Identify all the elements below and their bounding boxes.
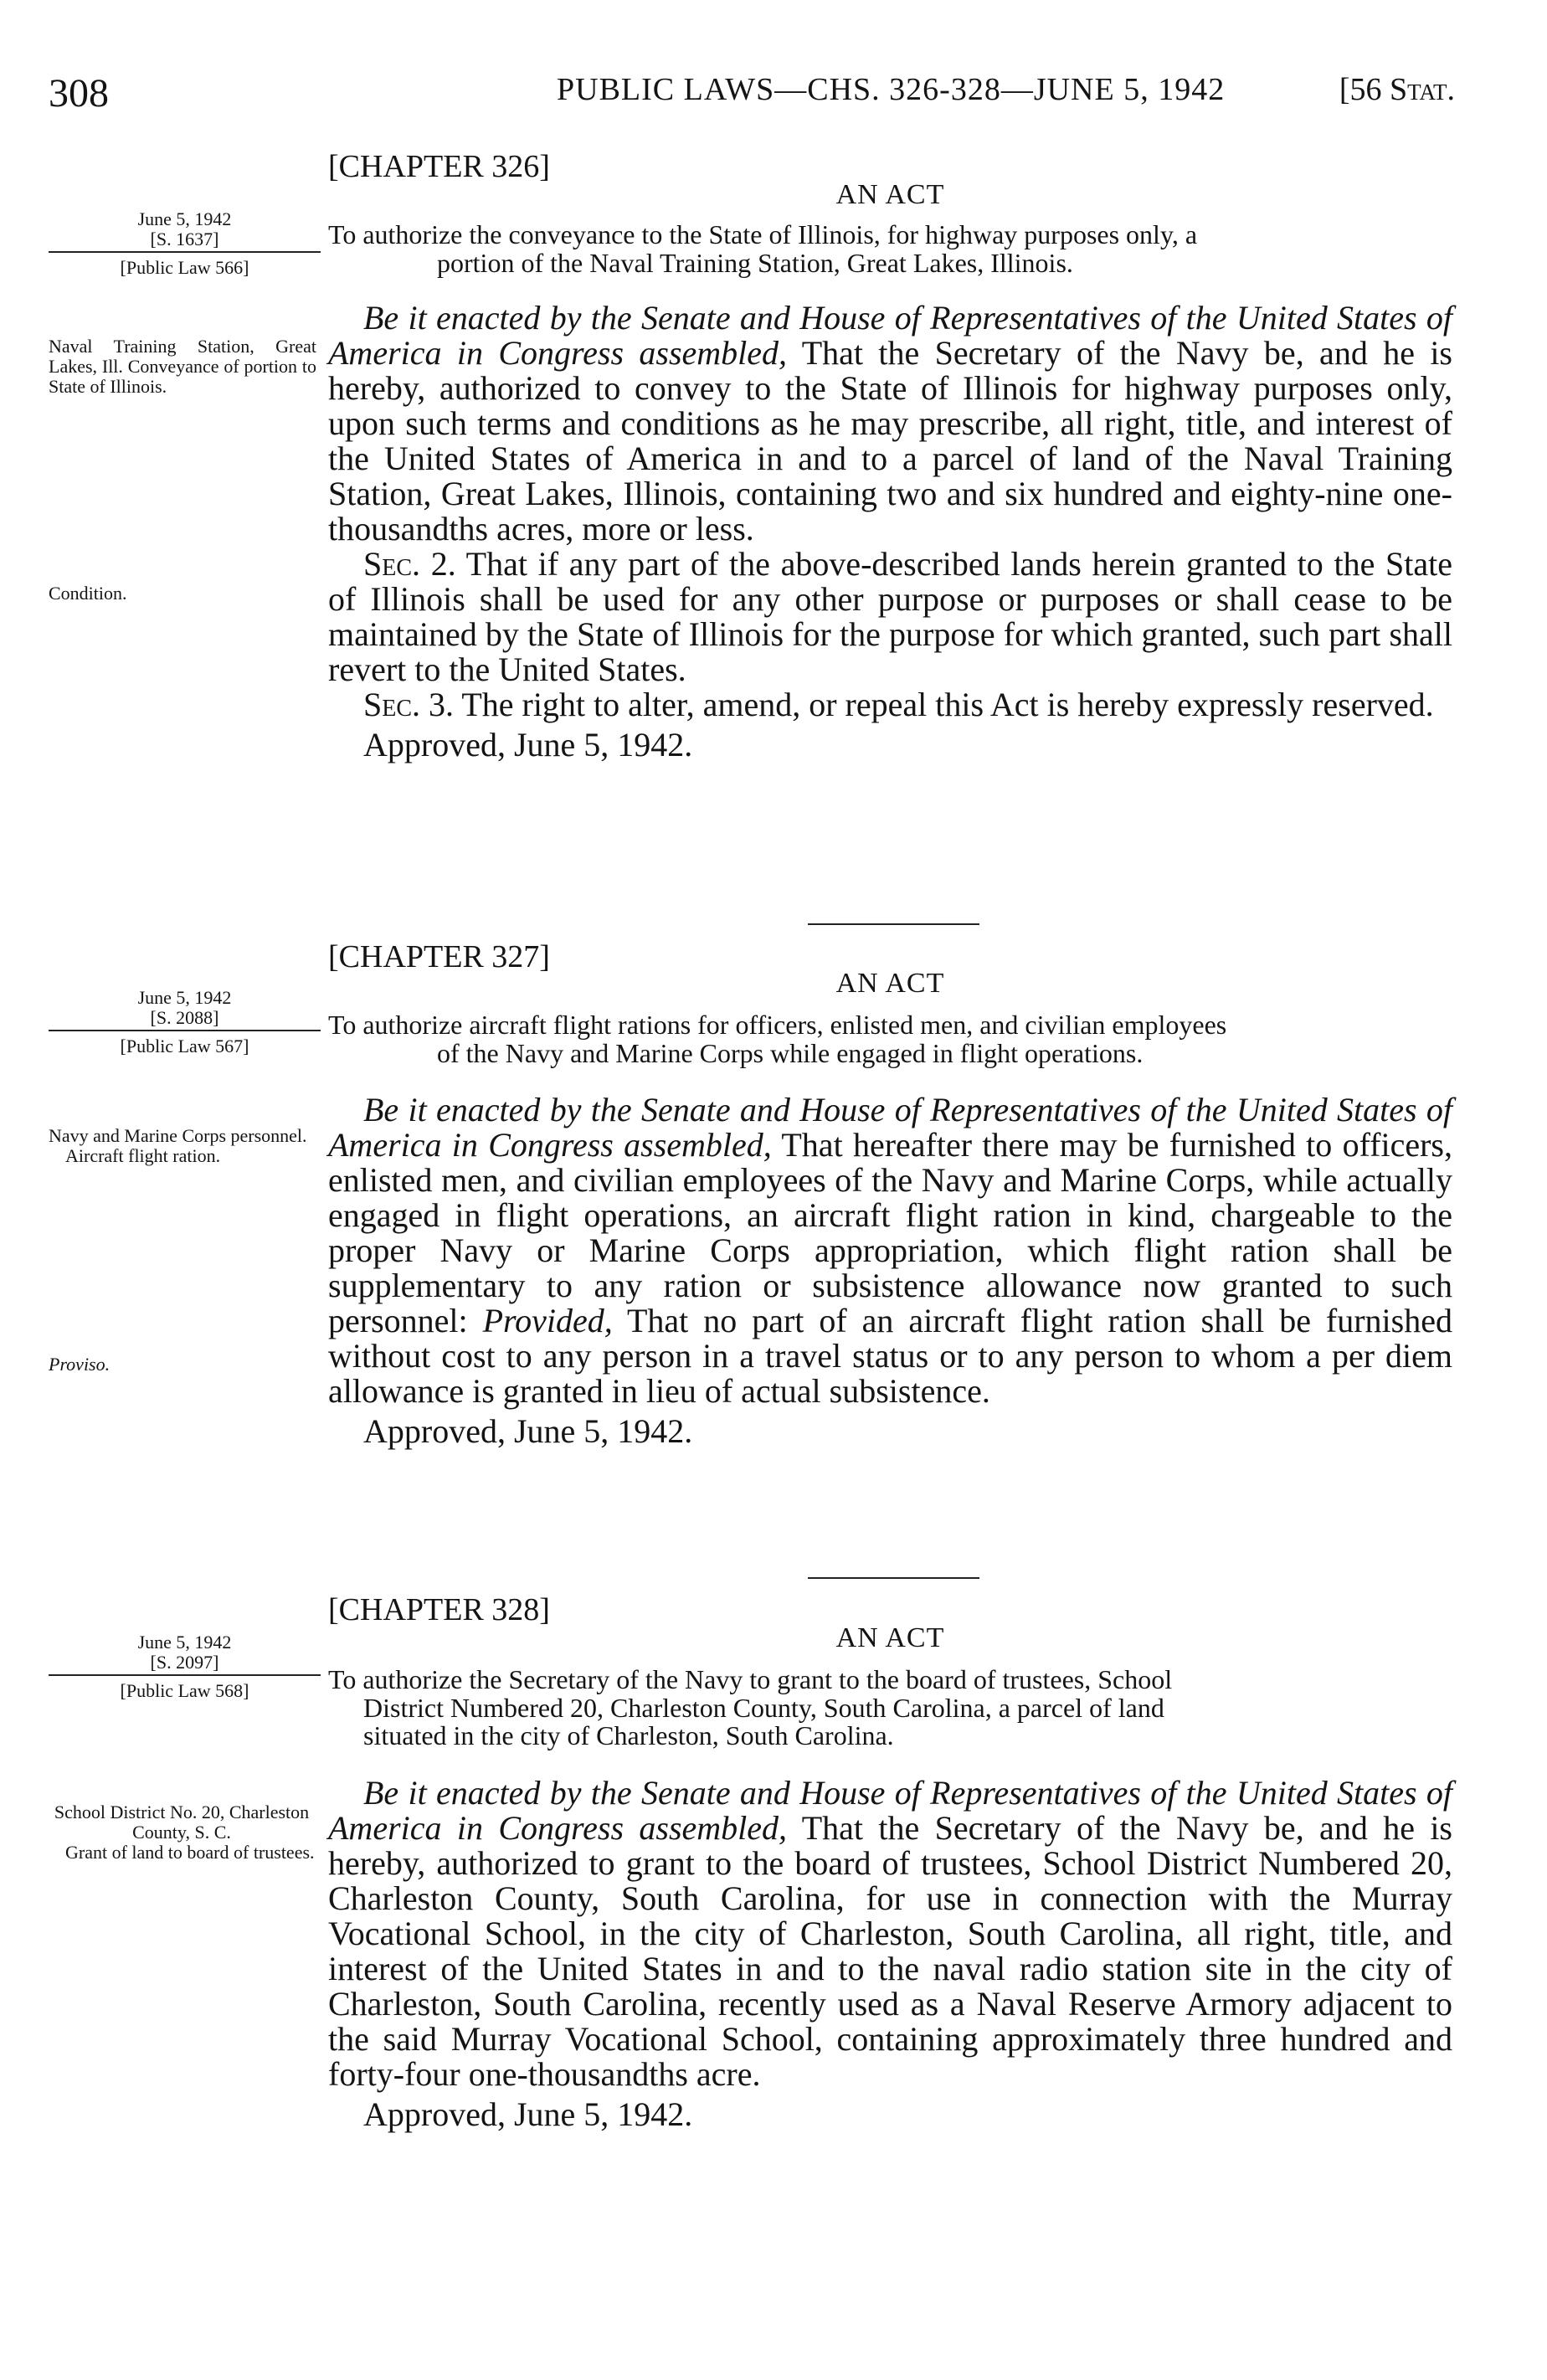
section-label: Sec. 2. [363, 545, 456, 583]
purpose-line: situated in the city of Charleston, South Carolina. [363, 1720, 894, 1751]
section-text: The right to alter, amend, or repeal this Act is hereby expressly reserved. [461, 686, 1434, 724]
purpose-line: portion of the Naval Training Station, Great Lakes, Illinois. [437, 247, 1073, 278]
margin-date: June 5, 1942 [137, 1632, 232, 1653]
section-label: Sec. 3. [363, 686, 455, 724]
margin-note: Grant of land to board of trustees. [65, 1842, 315, 1863]
section-1 [328, 301, 1452, 547]
margin-note-326: Naval Training Station, Great Lakes, Ill. Conveyance of portion to State of Illinois. [49, 336, 316, 398]
purpose-line: District Numbered 20, Charleston County, South Carolina, a parcel of land [363, 1692, 1164, 1723]
section-3 [328, 687, 1452, 722]
purpose-line: To authorize the Secretary of the Navy to grant to the board of trustees, School [328, 1664, 1173, 1694]
margin-bill-number: [S. 2097] [150, 1651, 219, 1673]
act-purpose [328, 1011, 1452, 1067]
margin-note-condition: Condition. [49, 583, 127, 604]
margin-note: Navy and Marine Corps personnel. [49, 1125, 307, 1146]
act-body [328, 1092, 1452, 1409]
chapter-heading: [CHAPTER 328] [328, 1592, 550, 1627]
section-text: That if any part of the above-described lands herein granted to the State of Illinois shall be used for any other purpose or purposes or shall cease to be maintained by the State of Illinois for the purpose for which granted, such part shall revert to the United States. [328, 545, 1452, 689]
margin-bill-number: [S. 1637] [150, 228, 219, 249]
section-1 [328, 1092, 1452, 1409]
margin-note-327 [49, 1126, 321, 1166]
enacting-clause: Be it enacted by the Senate and House of Representatives of the United States of America in Congress assembled, [328, 299, 1452, 373]
chapter-328 [328, 1594, 1452, 2132]
page-number: 308 [49, 71, 109, 116]
an-act-heading: AN ACT [835, 968, 945, 999]
an-act-heading: AN ACT [835, 1622, 945, 1653]
margin-note-328 [49, 1802, 315, 1863]
purpose-line: of the Navy and Marine Corps while engaged in flight operations. [437, 1037, 1144, 1068]
act-body [328, 301, 1452, 722]
act-body [328, 1773, 1452, 2093]
chapter-divider [808, 923, 979, 925]
approval-line: Approved, June 5, 1942. [363, 1412, 693, 1451]
purpose-line: To authorize the conveyance to the State of Illinois, for highway purposes only, a [328, 219, 1198, 249]
enacting-clause: Be it enacted by the Senate and House of Representatives of the United States of America in Congress assembled, [328, 1773, 1452, 1847]
section-text: That the Secretary of the Navy be, and he is hereby, authorized to grant to the board of trustees, School District Numbered 20, Charleston County, South Carolina, for use in connection with the Murray Vocational School, in the city of Charleston, South Carolina, all right, title, and interest of the United States in and to the naval radio station site in the city of Charleston, South Carolina, recently used as a Naval Reserve Armory adjacent to the said Murray Vocational School, containing approximately three hundred and forty-four one-thousandths acre. [328, 1808, 1452, 2093]
chapter-divider [808, 1577, 979, 1579]
margin-bill-number: [S. 2088] [150, 1006, 219, 1028]
margin-rule [49, 251, 321, 253]
section-1 [328, 1773, 1452, 2093]
margin-citation-328 [49, 1632, 321, 1700]
margin-note: School District No. 20, Charleston County, S. C. [54, 1802, 310, 1843]
margin-note: Aircraft flight ration. [65, 1145, 221, 1167]
margin-rule [49, 1674, 321, 1676]
margin-citation-327 [49, 988, 321, 1056]
approval-line: Approved, June 5, 1942. [363, 2095, 693, 2133]
act-purpose [328, 1666, 1452, 1750]
section-text: That hereafter there may be furnished to officers, enlisted men, and civilian employees of the Navy and Marine Corps, while actually engaged in flight operations, an aircraft flight ration in kind, chargeable to the proper Navy or Marine Corps appropriation, which flight ration shall be supplementary to any ration or subsistence allowance now granted to such personnel: [328, 1126, 1452, 1340]
section-2 [328, 547, 1452, 687]
enacting-clause: Be it enacted by the Senate and House of Representatives of the United States of America in Congress assembled, [328, 1091, 1452, 1164]
margin-public-law: [Public Law 568] [120, 1679, 249, 1701]
chapter-326 [328, 151, 1452, 763]
margin-date: June 5, 1942 [137, 208, 232, 229]
margin-citation-326 [49, 209, 321, 277]
section-text: That the Secretary of the Navy be, and he is hereby, authorized to convey to the State of Illinois for highway purposes only, upon such terms and conditions as he may prescribe, all right, title, and interest of the United States of America in and to a parcel of land of the Naval Training Station, Great Lakes, Illinois, containing two and six hundred and eighty-nine one-thousandths acres, more or less. [328, 334, 1452, 548]
chapter-heading: [CHAPTER 326] [328, 149, 550, 184]
margin-public-law: [Public Law 567] [120, 1035, 249, 1056]
margin-public-law: [Public Law 566] [120, 256, 249, 278]
volume-reference: [56 Stat. [1339, 72, 1455, 107]
approval-line: Approved, June 5, 1942. [363, 726, 693, 764]
margin-note-proviso: Proviso. [49, 1354, 110, 1375]
margin-rule [49, 1030, 321, 1031]
act-purpose [328, 221, 1452, 277]
running-title: PUBLIC LAWS—CHS. 326-328—JUNE 5, 1942 [557, 72, 1226, 107]
margin-date: June 5, 1942 [137, 987, 232, 1008]
chapter-heading: [CHAPTER 327] [328, 939, 550, 974]
proviso-text: That no part of an aircraft flight ration shall be furnished without cost to any person in a travel status or to any person to whom a per diem allowance is granted in lieu of actual subsistence. [328, 1302, 1452, 1411]
an-act-heading: AN ACT [835, 179, 945, 210]
purpose-line: To authorize aircraft flight rations for officers, enlisted men, and civilian employees [328, 1010, 1227, 1040]
proviso-label: Provided, [482, 1302, 613, 1340]
chapter-327 [328, 941, 1452, 1449]
